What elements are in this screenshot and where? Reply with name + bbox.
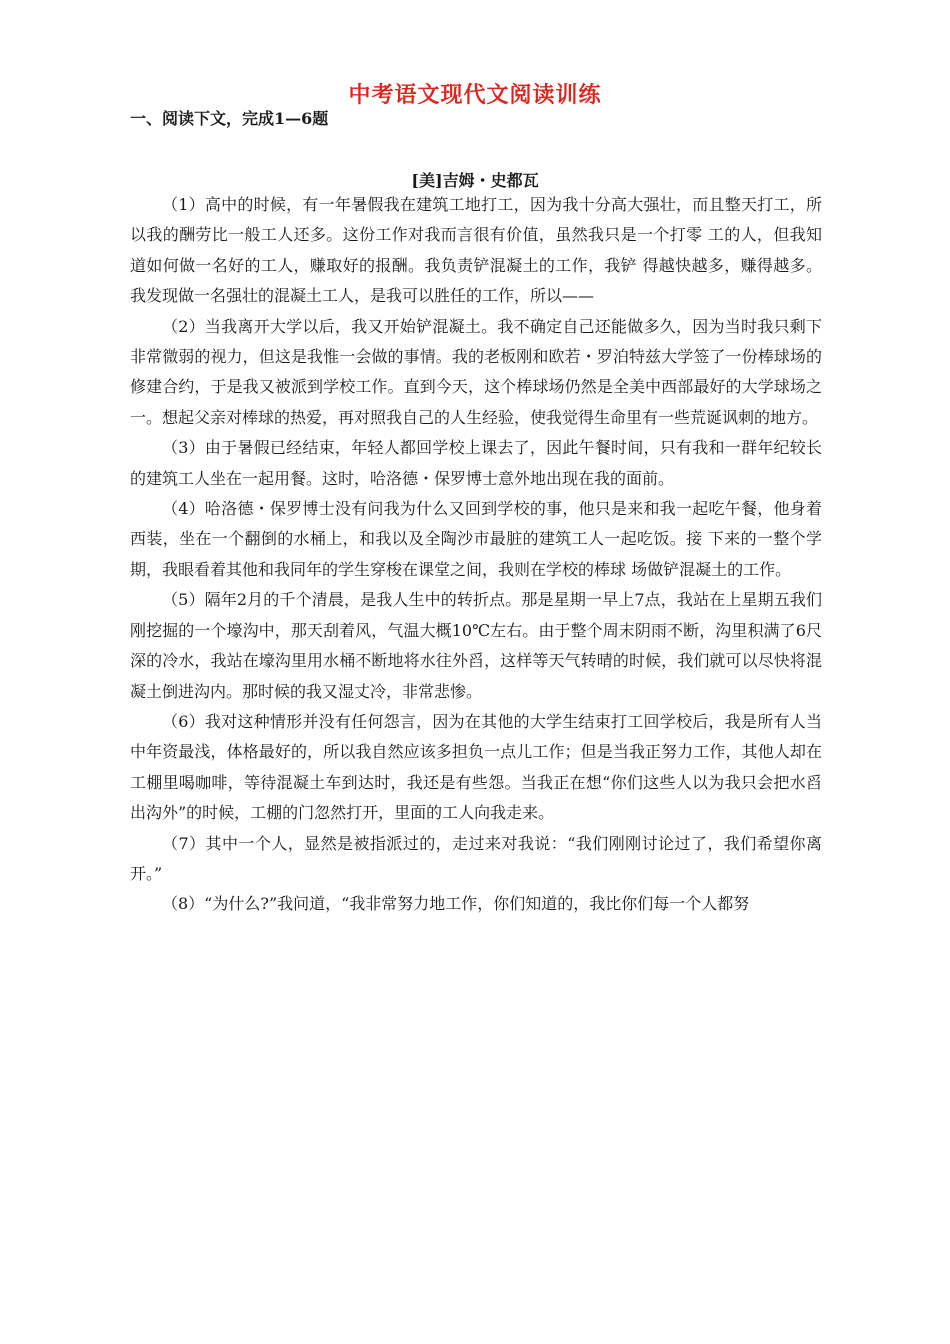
paragraph-2: （2）当我离开大学以后，我又开始铲混凝土。我不确定自己还能做多久，因为当时我只剩下非常微弱的视力，但这是我惟一会做的事情。我的老板刚和欧若・罗泊特兹大学签了一份棒球场的修建合约，于是我又被派到学校工作。直到今天，这个棒球场仍然是全美中西部最好的大学球场之一。想起父亲对棒球的热爱，再对照我自己的人生经验，使我觉得生命里有一些荒诞讽刺的地方。 <box>130 316 822 427</box>
article-author: [美]吉姆・史都瓦 <box>411 171 539 190</box>
paragraph-1: （1）高中的时候，有一年暑假我在建筑工地打工，因为我十分高大强壮，而且整天打工，所以我的酬劳比一般工人还多。这份工作对我而言很有价值，虽然我只是一个打零 工的人，但我知道如何做一名好的工人，赚取好的报酬。我负责铲混凝土的工作，我铲 得越快越多，赚得越多。我发现做一名强壮的混凝土工人，是我可以胜任的工作，所以—— <box>130 195 822 306</box>
document-title: 中考语文现代文阅读训练 <box>348 82 602 108</box>
paragraph-4: （4）哈洛德・保罗博士没有问我为什么又回到学校的事，他只是来和我一起吃午餐，他身着西装，坐在一个翻倒的水桶上，和我以及全陶沙市最脏的建筑工人一起吃饭。接 下来的一整个学期，我眼看着其他和我同年的学生穿梭在课堂之间，我则在学校的棒球 场做铲混凝土的工作。 <box>130 499 822 579</box>
paragraph-8: （8）“为什么?”我问道，“我非常努力地工作，你们知道的，我比你们每一个人都努 <box>162 894 750 914</box>
section-heading: 一、阅读下文，完成1—6题 <box>130 109 329 128</box>
paragraph-5: （5）隔年2月的千个清晨，是我人生中的转折点。那是星期一早上7点，我站在上星期五我们刚挖掘的一个壕沟中，那天刮着风，气温大概10℃左右。由于整个周末阴雨不断，沟里积满了6尺深的冷水，我站在壕沟里用水桶不断地将水往外舀，这样等天气转晴的时候，我们就可以尽快将混凝土倒进沟内。那时候的我又湿丈冷，非常悲惨。 <box>130 590 822 701</box>
paragraph-3: （3）由于暑假已经结束，年轻人都回学校上课去了，因此午餐时间，只有我和一群年纪较长的建筑工人坐在一起用餐。这时，哈洛德・保罗博士意外地出现在我的面前。 <box>130 438 822 488</box>
paragraph-6: （6）我对这种情形并没有任何怨言，因为在其他的大学生结束打工回学校后，我是所有人当中年资最浅，体格最好的，所以我自然应该多担负一点儿工作；但是当我正努力工作，其他人却在工棚里喝咖啡，等待混凝土车到达时，我还是有些怨。当我正在想“你们这些人以为我只会把水舀出沟外”的时候，工棚的门忽然打开，里面的工人向我走来。 <box>130 711 822 823</box>
paragraph-7: （7）其中一个人，显然是被指派过的，走过来对我说：“我们刚刚讨论过了，我们希望你离开。” <box>130 833 822 883</box>
article-body <box>130 190 822 920</box>
